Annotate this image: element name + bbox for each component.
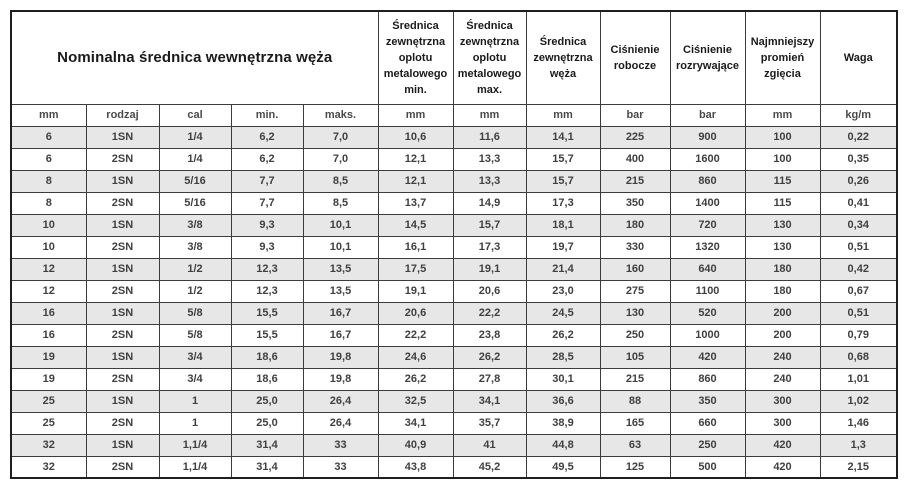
table-cell: 215	[600, 170, 670, 192]
table-cell: 7,7	[231, 192, 303, 214]
table-cell: 25	[11, 390, 86, 412]
column-header-weight: Waga	[820, 11, 897, 104]
table-cell: 24,5	[526, 302, 600, 324]
unit-maks: maks.	[303, 104, 378, 126]
table-cell: 420	[670, 346, 745, 368]
table-cell: 165	[600, 412, 670, 434]
table-cell: 12,1	[378, 148, 453, 170]
table-cell: 19,8	[303, 346, 378, 368]
table-row	[11, 434, 897, 456]
table-cell: 16	[11, 324, 86, 346]
table-cell: 860	[670, 170, 745, 192]
table-cell: 13,7	[378, 192, 453, 214]
table-cell: 640	[670, 258, 745, 280]
table-row	[11, 126, 897, 148]
table-cell: 16	[11, 302, 86, 324]
table-cell: 12	[11, 280, 86, 302]
table-cell: 900	[670, 126, 745, 148]
table-cell: 1/4	[159, 126, 231, 148]
table-cell: 40,9	[378, 434, 453, 456]
table-cell: 26,2	[378, 368, 453, 390]
table-cell: 8,5	[303, 192, 378, 214]
table-cell: 13,5	[303, 258, 378, 280]
table-cell: 115	[745, 170, 820, 192]
table-cell: 22,2	[453, 302, 526, 324]
table-cell: 13,3	[453, 148, 526, 170]
table-cell: 3/4	[159, 346, 231, 368]
table-cell: 1SN	[86, 302, 159, 324]
table-cell: 19,8	[303, 368, 378, 390]
table-cell: 240	[745, 346, 820, 368]
table-cell: 22,2	[378, 324, 453, 346]
table-cell: 6,2	[231, 126, 303, 148]
table-cell: 34,1	[453, 390, 526, 412]
table-cell: 31,4	[231, 434, 303, 456]
table-cell: 15,7	[526, 148, 600, 170]
table-cell: 31,4	[231, 456, 303, 478]
table-cell: 13,5	[303, 280, 378, 302]
table-cell: 35,7	[453, 412, 526, 434]
table-cell: 6	[11, 148, 86, 170]
table-cell: 860	[670, 368, 745, 390]
table-cell: 12,3	[231, 258, 303, 280]
table-cell: 5/16	[159, 170, 231, 192]
table-cell: 180	[745, 258, 820, 280]
table-cell: 1100	[670, 280, 745, 302]
table-cell: 130	[745, 214, 820, 236]
table-cell: 160	[600, 258, 670, 280]
table-cell: 1,3	[820, 434, 897, 456]
table-cell: 2SN	[86, 280, 159, 302]
table-cell: 1	[159, 390, 231, 412]
table-cell: 1SN	[86, 214, 159, 236]
table-cell: 30,1	[526, 368, 600, 390]
column-header-braid-outer-diameter-max: Średnica zewnętrzna oplotu metalowego max.	[453, 11, 526, 104]
unit-bar-burst: bar	[670, 104, 745, 126]
table-cell: 1600	[670, 148, 745, 170]
table-cell: 27,8	[453, 368, 526, 390]
table-cell: 17,5	[378, 258, 453, 280]
table-cell: 180	[600, 214, 670, 236]
table-cell: 240	[745, 368, 820, 390]
table-cell: 16,7	[303, 302, 378, 324]
table-cell: 13,3	[453, 170, 526, 192]
table-cell: 18,1	[526, 214, 600, 236]
table-cell: 6,2	[231, 148, 303, 170]
table-cell: 19	[11, 346, 86, 368]
table-cell: 2SN	[86, 236, 159, 258]
table-cell: 0,42	[820, 258, 897, 280]
table-cell: 0,41	[820, 192, 897, 214]
table-row	[11, 346, 897, 368]
table-cell: 1,02	[820, 390, 897, 412]
table-cell: 500	[670, 456, 745, 478]
column-header-nominal-inner-diameter: Nominalna średnica wewnętrzna węża	[11, 11, 378, 104]
table-cell: 28,5	[526, 346, 600, 368]
column-header-hose-outer-diameter: Średnica zewnętrzna węża	[526, 11, 600, 104]
table-row	[11, 368, 897, 390]
table-cell: 350	[600, 192, 670, 214]
table-cell: 10	[11, 236, 86, 258]
table-cell: 26,2	[526, 324, 600, 346]
table-cell: 7,0	[303, 126, 378, 148]
table-row	[11, 236, 897, 258]
table-cell: 8,5	[303, 170, 378, 192]
table-cell: 17,3	[526, 192, 600, 214]
table-cell: 2SN	[86, 412, 159, 434]
table-cell: 1,1/4	[159, 434, 231, 456]
table-cell: 36,6	[526, 390, 600, 412]
unit-kg-per-m: kg/m	[820, 104, 897, 126]
unit-min: min.	[231, 104, 303, 126]
table-cell: 23,8	[453, 324, 526, 346]
table-row	[11, 170, 897, 192]
table-cell: 44,8	[526, 434, 600, 456]
table-cell: 720	[670, 214, 745, 236]
table-cell: 100	[745, 126, 820, 148]
table-cell: 1/4	[159, 148, 231, 170]
table-cell: 0,22	[820, 126, 897, 148]
table-cell: 1SN	[86, 346, 159, 368]
table-cell: 32,5	[378, 390, 453, 412]
table-cell: 19	[11, 368, 86, 390]
unit-bar-working: bar	[600, 104, 670, 126]
table-cell: 12,1	[378, 170, 453, 192]
table-header	[11, 11, 897, 126]
table-cell: 88	[600, 390, 670, 412]
table-cell: 14,5	[378, 214, 453, 236]
table-cell: 25,0	[231, 412, 303, 434]
table-cell: 2SN	[86, 368, 159, 390]
table-cell: 8	[11, 192, 86, 214]
table-cell: 0,34	[820, 214, 897, 236]
column-header-burst-pressure: Ciśnienie rozrywające	[670, 11, 745, 104]
table-cell: 19,1	[453, 258, 526, 280]
table-cell: 0,51	[820, 236, 897, 258]
table-cell: 1000	[670, 324, 745, 346]
table-cell: 215	[600, 368, 670, 390]
table-cell: 19,7	[526, 236, 600, 258]
table-cell: 1,46	[820, 412, 897, 434]
column-header-min-bend-radius: Najmniejszy promień zgięcia	[745, 11, 820, 104]
table-cell: 225	[600, 126, 670, 148]
table-cell: 33	[303, 434, 378, 456]
table-cell: 49,5	[526, 456, 600, 478]
table-cell: 300	[745, 390, 820, 412]
table-cell: 1SN	[86, 434, 159, 456]
table-cell: 300	[745, 412, 820, 434]
unit-mm: mm	[11, 104, 86, 126]
table-cell: 200	[745, 302, 820, 324]
table-cell: 25	[11, 412, 86, 434]
unit-cal: cal	[159, 104, 231, 126]
table-cell: 10	[11, 214, 86, 236]
table-cell: 0,68	[820, 346, 897, 368]
table-cell: 10,6	[378, 126, 453, 148]
column-header-braid-outer-diameter-min: Średnica zewnętrzna oplotu metalowego min.	[378, 11, 453, 104]
table-cell: 17,3	[453, 236, 526, 258]
table-cell: 2SN	[86, 324, 159, 346]
table-cell: 12	[11, 258, 86, 280]
table-cell: 130	[745, 236, 820, 258]
table-cell: 10,1	[303, 236, 378, 258]
table-cell: 100	[745, 148, 820, 170]
table-cell: 330	[600, 236, 670, 258]
table-cell: 14,1	[526, 126, 600, 148]
table-cell: 63	[600, 434, 670, 456]
table-cell: 0,67	[820, 280, 897, 302]
table-cell: 2SN	[86, 456, 159, 478]
table-cell: 34,1	[378, 412, 453, 434]
table-cell: 20,6	[453, 280, 526, 302]
table-cell: 33	[303, 456, 378, 478]
table-row	[11, 302, 897, 324]
table-body	[11, 126, 897, 478]
table-cell: 15,5	[231, 324, 303, 346]
table-cell: 125	[600, 456, 670, 478]
table-row	[11, 280, 897, 302]
units-row	[11, 104, 897, 126]
header-row	[11, 11, 897, 104]
table-cell: 0,26	[820, 170, 897, 192]
table-cell: 130	[600, 302, 670, 324]
table-cell: 7,7	[231, 170, 303, 192]
table-cell: 0,51	[820, 302, 897, 324]
table-cell: 16,7	[303, 324, 378, 346]
table-cell: 25,0	[231, 390, 303, 412]
table-cell: 200	[745, 324, 820, 346]
table-cell: 1,1/4	[159, 456, 231, 478]
table-cell: 1SN	[86, 126, 159, 148]
table-cell: 0,35	[820, 148, 897, 170]
table-cell: 0,79	[820, 324, 897, 346]
table-cell: 105	[600, 346, 670, 368]
table-cell: 26,4	[303, 412, 378, 434]
table-cell: 24,6	[378, 346, 453, 368]
table-cell: 26,2	[453, 346, 526, 368]
table-row	[11, 324, 897, 346]
unit-mm-braid-min: mm	[378, 104, 453, 126]
table-cell: 18,6	[231, 368, 303, 390]
table-cell: 15,5	[231, 302, 303, 324]
table-cell: 38,9	[526, 412, 600, 434]
table-cell: 7,0	[303, 148, 378, 170]
table-cell: 12,3	[231, 280, 303, 302]
table-cell: 26,4	[303, 390, 378, 412]
table-cell: 2SN	[86, 148, 159, 170]
table-cell: 250	[600, 324, 670, 346]
table-cell: 15,7	[526, 170, 600, 192]
table-cell: 5/8	[159, 302, 231, 324]
table-cell: 2SN	[86, 192, 159, 214]
table-cell: 32	[11, 434, 86, 456]
table-cell: 660	[670, 412, 745, 434]
table-cell: 10,1	[303, 214, 378, 236]
table-row	[11, 192, 897, 214]
table-cell: 1SN	[86, 258, 159, 280]
hose-specification-table	[10, 10, 898, 479]
table-cell: 19,1	[378, 280, 453, 302]
table-cell: 11,6	[453, 126, 526, 148]
table-cell: 15,7	[453, 214, 526, 236]
table-row	[11, 258, 897, 280]
table-cell: 2,15	[820, 456, 897, 478]
table-cell: 5/16	[159, 192, 231, 214]
table-cell: 1/2	[159, 280, 231, 302]
column-header-working-pressure: Ciśnienie robocze	[600, 11, 670, 104]
table-cell: 1,01	[820, 368, 897, 390]
table-cell: 8	[11, 170, 86, 192]
table-cell: 115	[745, 192, 820, 214]
table-cell: 43,8	[378, 456, 453, 478]
table-cell: 350	[670, 390, 745, 412]
table-cell: 18,6	[231, 346, 303, 368]
table-cell: 3/8	[159, 214, 231, 236]
table-cell: 5/8	[159, 324, 231, 346]
table-cell: 23,0	[526, 280, 600, 302]
table-cell: 400	[600, 148, 670, 170]
table-row	[11, 412, 897, 434]
table-cell: 1/2	[159, 258, 231, 280]
table-cell: 9,3	[231, 236, 303, 258]
table-cell: 16,1	[378, 236, 453, 258]
table-cell: 14,9	[453, 192, 526, 214]
unit-rodzaj: rodzaj	[86, 104, 159, 126]
table-cell: 1320	[670, 236, 745, 258]
unit-mm-radius: mm	[745, 104, 820, 126]
table-row	[11, 214, 897, 236]
table-row	[11, 148, 897, 170]
table-cell: 21,4	[526, 258, 600, 280]
table-cell: 20,6	[378, 302, 453, 324]
table-cell: 420	[745, 456, 820, 478]
table-cell: 1SN	[86, 390, 159, 412]
unit-mm-braid-max: mm	[453, 104, 526, 126]
table-cell: 520	[670, 302, 745, 324]
table-cell: 420	[745, 434, 820, 456]
table-cell: 275	[600, 280, 670, 302]
table-cell: 32	[11, 456, 86, 478]
table-cell: 1	[159, 412, 231, 434]
table-cell: 1SN	[86, 170, 159, 192]
table-cell: 3/8	[159, 236, 231, 258]
table-cell: 1400	[670, 192, 745, 214]
table-row	[11, 390, 897, 412]
table-cell: 180	[745, 280, 820, 302]
table-cell: 45,2	[453, 456, 526, 478]
table-cell: 3/4	[159, 368, 231, 390]
unit-mm-hose: mm	[526, 104, 600, 126]
table-cell: 250	[670, 434, 745, 456]
table-row	[11, 456, 897, 478]
table-cell: 9,3	[231, 214, 303, 236]
table-cell: 41	[453, 434, 526, 456]
table-cell: 6	[11, 126, 86, 148]
